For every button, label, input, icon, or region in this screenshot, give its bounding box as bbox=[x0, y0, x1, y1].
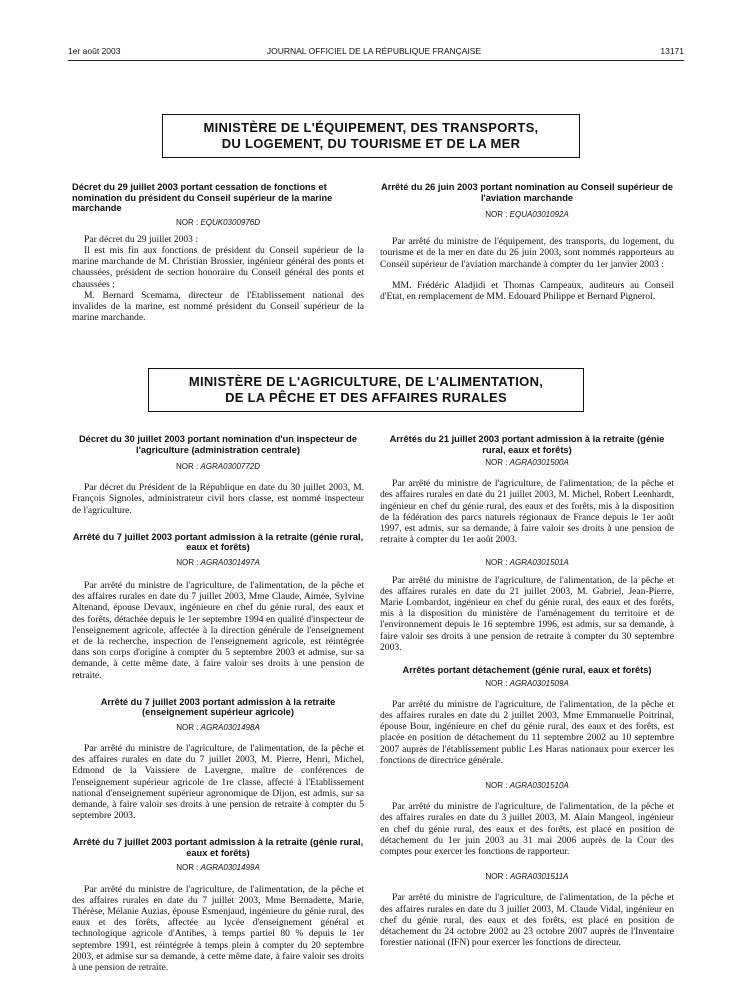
paragraph: Il est mis fin aux fonctions de président du Conseil supérieur de la marine marchande de M. Christian Brossier, ingénieur général des ponts et chaussées, président de section honoraire du Conseil général des ponts et chaussées ; bbox=[72, 244, 364, 290]
paragraph: Par arrêté du ministre de l'agriculture, de l'alimentation, de la pêche et des affaires rurales en date du 2 juillet 2003, Mme Emmanuelle Poitrinal, épouse Bour, ingénieure en chef du génie rural, des eaux et des forêts, est placée en position de détachement du 11 septembre 2002 au 10 septembre 2007 auprès de l'établissement public Les Haras nationaux pour exercer les fonctions de directrice générale. bbox=[380, 698, 674, 766]
article-title: Arrêtés du 21 juillet 2003 portant admission à la retraite (génie rural, eaux et forêts) bbox=[389, 434, 665, 455]
paragraph: Par arrêté du ministre de l'agriculture, de l'alimentation, de la pêche et des affaires rurales en date du 7 juillet 2003, Mme Claude, Aimée, Sylvine Altenand, épouse Devaux, ingénieure en chef du génie rural, des eaux et des forêts, détachée depuis le 1er septembre 1994 en qualité d'inspecteur de l'enseignement agricole, affectée à la direction générale de l'enseignement et de la recherche, inspection de l'enseignement agricole, est réintégrée dans son corps d'origine à compter du 5 septembre 2003 et admise, sur sa demande, à cette même date, à faire valoir ses droits à une pension de retraite. bbox=[72, 580, 364, 681]
nor-line: NOR : AGRA0300772D bbox=[175, 462, 261, 471]
agriculture-left-column bbox=[72, 434, 364, 973]
header-rule bbox=[68, 60, 684, 61]
nor-line: NOR : AGRA0301498A bbox=[176, 722, 260, 732]
paragraph: Par arrêté du ministre de l'agriculture, de l'alimentation, de la pêche et des affaires rurales en date du 3 juillet 2003, M. Alain Mangeol, ingénieur en chef du génie rural, des eaux et des forêts, est placé en position de détachement du 1er juin 2003 au 31 mai 2006 auprès de la Cour des comptes pour exercer les fonctions de rapporteur. bbox=[380, 801, 674, 857]
article-title: Arrêtés portant détachement (génie rural, eaux et forêts) bbox=[402, 665, 652, 676]
agriculture-right-column bbox=[380, 434, 674, 948]
article-title: Arrêté du 7 juillet 2003 portant admission à la retraite (génie rural, eaux et forêts) bbox=[72, 837, 364, 858]
paragraph: Par arrêté du ministre de l'agriculture, de l'alimentation, de la pêche et des affaires rurales en date du 7 juillet 2003, Mme Bernadette, Marie, Thérèse, Mélanie Auzias, épouse Esmenjaud, ingénieure du génie rural, des eaux et des forêts, affectée au lycée d'enseignement général et technologique agricole d'Antibes, à temps partiel 80 % depuis le 1er septembre 1991, est réintégrée à temps plein à compter du 20 septembre 2003, et admise sur sa demande, à cette même date, à faire valoir ses droits à une pension de retraite. bbox=[72, 883, 364, 974]
nor-line: NOR : AGRA0301511A bbox=[485, 872, 569, 882]
paragraph: Par décret du 29 juillet 2003 : bbox=[84, 233, 199, 245]
article-title: Décret du 29 juillet 2003 portant cessation de fonctions et nomination du président du Conseil supérieur de la marine marchande bbox=[72, 182, 333, 213]
journal-title: JOURNAL OFFICIEL DE LA RÉPUBLIQUE FRANÇAISE bbox=[266, 46, 482, 56]
nor-line: NOR : AGRA0301509A bbox=[485, 678, 569, 688]
paragraph: MM. Frédéric Aladjidi et Thomas Campeaux, auditeurs au Conseil d'Etat, en remplacement de MM. Edouard Philippe et Bernard Pignerol. bbox=[380, 279, 674, 303]
ministry-line-1: MINISTÈRE DE L'ÉQUIPEMENT, DES TRANSPORTS, bbox=[203, 120, 539, 135]
paragraph: Par arrêté du ministre de l'agriculture, de l'alimentation, de la pêche et des affaires rurales en date du 21 juillet 2003, M. Gabriel, Jean-Pierre, Marie Lombardot, ingénieur en chef du génie rural, des eaux et des forêts, mis à la disposition du ministère de l'aménagement du territoire et de l'environnement depuis le 16 septembre 1996, est admis, sur sa demande, à faire valoir ses droits à une pension de retraite à compter du 30 septembre 2003. bbox=[380, 574, 674, 653]
nor-line: NOR : AGRA0301497A bbox=[176, 557, 260, 567]
arrete-aviation-marchande bbox=[380, 182, 674, 302]
ministry-equipement-box bbox=[162, 114, 580, 158]
page-number: 13171 bbox=[660, 46, 684, 56]
paragraph: Par arrêté du ministre de l'agriculture, de l'alimentation, de la pêche et des affaires rurales en date du 7 juillet 2003, M. Pierre, Henri, Michel, Edmond de la Vaissiere de Lavergne, maître de conférences de l'enseignement supérieur agricole de 1re classe, affecté à l'Etablissement national d'enseignement supérieur agronomique de Dijon, est admis, sur sa demande, à faire valoir ses droits à une pension de retraite à compter du 5 septembre 2003. bbox=[72, 743, 364, 822]
ministry-line-2: DE LA PÊCHE ET DES AFFAIRES RURALES bbox=[225, 390, 507, 405]
paragraph: Par décret du Président de la République en date du 30 juillet 2003, M. François Signoles, administrateur civil hors classe, est nommé inspecteur de l'agriculture. bbox=[72, 482, 364, 516]
article-title: Arrêté du 7 juillet 2003 portant admission à la retraite (génie rural, eaux et forêts) bbox=[72, 531, 364, 553]
paragraph: Par arrêté du ministre de l'agriculture, de l'alimentation, de la pêche et des affaires rurales en date du 3 juillet 2003, M. Claude Vidal, ingénieur en chef du génie rural, des eaux et des forêts, est placé en position de détachement du 24 octobre 2002 au 23 octobre 2007 auprès de l'Inventaire forestier national (IFN) pour exercer les fonctions de directeur. bbox=[380, 892, 674, 949]
nor-line: NOR : AGRA0301500A bbox=[485, 458, 569, 467]
ministry-line-2: DU LOGEMENT, DU TOURISME ET DE LA MER bbox=[221, 136, 521, 151]
nor-line: NOR : AGRA0301499A bbox=[176, 863, 260, 873]
nor-line: NOR : AGRA0301501A bbox=[485, 558, 569, 568]
nor-line: NOR : AGRA0301510A bbox=[485, 780, 569, 790]
nor-line: NOR : EQUK0300976D bbox=[175, 217, 261, 227]
paragraph: Par arrêté du ministre de l'agriculture, de l'alimentation, de la pêche et des affaires rurales en date du 21 juillet 2003, M. Michel, Robert Leenhardt, ingénieur en chef du génie rural, des eaux et des forêts, mis à la disposition de la fédération des parcs naturels régionaux de France depuis le 1er août 1997, est admis, sur sa demande, à faire valoir ses droits à une pension de retraite à compter du 1er août 2003. bbox=[380, 478, 674, 546]
nor-line: NOR : EQUA0301092A bbox=[485, 210, 569, 219]
article-title: Décret du 30 juillet 2003 portant nomination d'un inspecteur de l'agriculture (administration centrale) bbox=[78, 434, 358, 455]
paragraph: Par arrêté du ministre de l'équipement, des transports, du logement, du tourisme et de la mer en date du 26 juin 2003, sont nommés rapporteurs au Conseil supérieur de l'aviation marchande à compter du 1er janvier 2003 : bbox=[380, 236, 674, 270]
decret-marine-marchande bbox=[72, 182, 364, 323]
article-title: Arrêté du 26 juin 2003 portant nomination au Conseil supérieur de l'aviation marchande bbox=[381, 182, 673, 203]
ministry-agriculture-box bbox=[148, 368, 584, 412]
header-date: 1er août 2003 bbox=[68, 46, 121, 56]
article-title: Arrêté du 7 juillet 2003 portant admission à la retraite (enseignement supérieur agricole) bbox=[100, 696, 336, 718]
ministry-line-1: MINISTÈRE DE L'AGRICULTURE, DE L'ALIMENTATION, bbox=[188, 374, 544, 389]
paragraph: M. Bernard Scemama, directeur de l'Etablissement national des invalides de la marine, est nommé président du Conseil supérieur de la marine marchande. bbox=[72, 289, 364, 324]
